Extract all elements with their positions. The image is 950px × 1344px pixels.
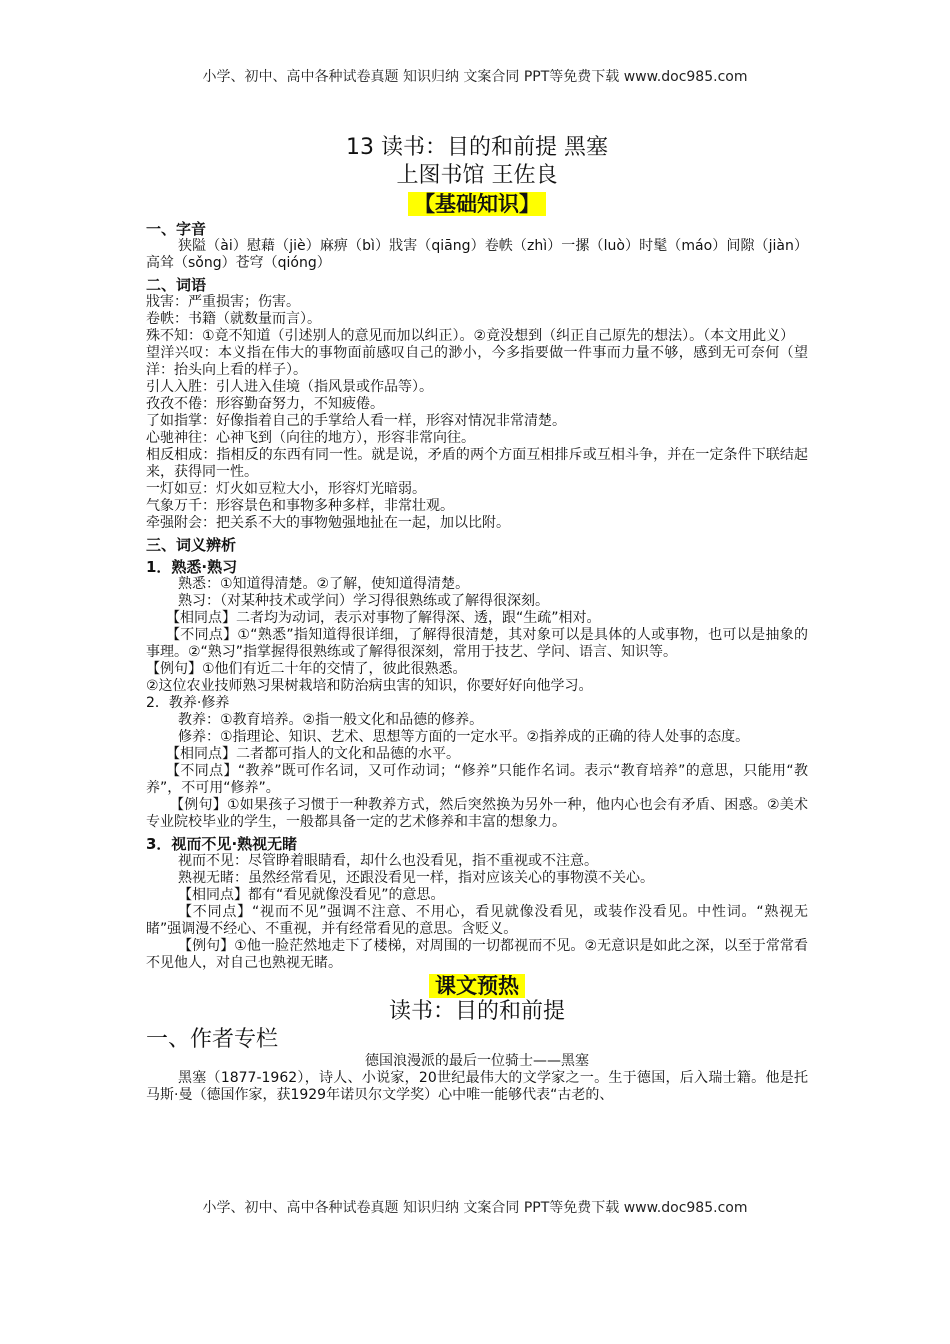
pronunciation-heading: 一、字音	[146, 220, 207, 238]
author-subtitle: 德国浪漫派的最后一位骑士——黑塞	[365, 1053, 589, 1069]
word-analysis-heading: 三、词义辨析	[146, 536, 237, 554]
group3-example: 【例句】①他一脸茫然地走下了楼梯，对周围的一切都视而不见。②无意识是如此之深，以至于常常看不见他人，对自己也熟视无睹。	[146, 938, 808, 971]
group1-def-b: 熟习：（对某种技术或学问）学习得很熟练或了解得很深刻。	[178, 593, 549, 609]
page-footer: 小学、初中、高中各种试卷真题 知识归纳 文案合同 PPT等免费下载 www.doc985.com	[202, 1200, 748, 1216]
group1-diff: 【不同点】①“熟悉”指知道得很详细，了解得很清楚，其对象可以是具体的人或事物，也可以是抽象的事理。②“熟习”指掌握得很熟练或了解得很深刻，常用于技艺、学问、语言、知识等。	[146, 627, 808, 660]
vocab-item: 了如指掌：好像指着自己的手掌给人看一样，形容对情况非常清楚。	[146, 413, 566, 429]
vocab-item: 殊不知：①竟不知道（引述别人的意见而加以纠正）。②竟没想到（纠正自己原先的想法）。（本文用此义）	[146, 328, 795, 344]
vocab-item: 牵强附会：把关系不大的事物勉强地扯在一起，加以比附。	[146, 515, 510, 531]
vocab-item: 戕害：严重损害；伤害。	[146, 294, 300, 310]
page-header: 小学、初中、高中各种试卷真题 知识归纳 文案合同 PPT等免费下载 www.doc985.com	[202, 69, 748, 85]
group2-same: 【相同点】二者都可指人的文化和品德的水平。	[166, 746, 460, 762]
group2-diff: 【不同点】“教养”既可作名词，又可作动词；“修养”只能作名词。表示“教育培养”的意思，只能用“教养”，不可用“修养”。	[146, 763, 808, 796]
vocab-item: 心驰神往：心神飞到（向往的地方），形容非常向往。	[146, 430, 475, 446]
group2-def-a: 教养：①教育培养。②指一般文化和品德的修养。	[178, 712, 484, 728]
group2-heading: 2．教养·修养	[146, 695, 230, 711]
group1-example-2: ②这位农业技师熟习果树栽培和防治病虫害的知识，你要好好向他学习。	[146, 678, 593, 694]
section-badge-preview-label: 课文预热	[429, 974, 525, 998]
group2-def-b: 修养：①指理论、知识、艺术、思想等方面的一定水平。②指养成的正确的待人处事的态度。	[178, 729, 750, 745]
page-subtitle: 上图书馆 王佐良	[396, 163, 558, 188]
author-intro: 黑塞（1877-1962），诗人、小说家，20世纪最伟大的文学家之一。生于德国，后入瑞士籍。他是托马斯·曼（德国作家，获1929年诺贝尔文学奖）心中唯一能够代表“古老的、	[146, 1070, 808, 1103]
group3-heading: 3．视而不见·熟视无睹	[146, 835, 298, 853]
group3-diff: 【不同点】“视而不见”强调不注意、不用心，看见就像没看见，或装作没看见。中性词。“熟视无睹”强调漫不经心、不重视，并有经常看见的意思。含贬义。	[146, 904, 808, 937]
vocabulary-heading: 二、词语	[146, 276, 207, 294]
vocab-item: 一灯如豆：灯火如豆粒大小，形容灯光暗弱。	[146, 481, 426, 497]
vocab-item: 相反相成：指相反的东西有同一性。就是说，矛盾的两个方面互相排斥或互相斗争，并在一定条件下联结起来，获得同一性。	[146, 447, 808, 480]
group1-same: 【相同点】二者均为动词，表示对事物了解得深、透，跟“生疏”相对。	[166, 610, 601, 626]
group1-example-1: 【例句】①他们有近二十年的交情了，彼此很熟悉。	[146, 661, 467, 677]
vocab-item: 孜孜不倦：形容勤奋努力，不知疲倦。	[146, 396, 384, 412]
vocab-item: 望洋兴叹：本义指在伟大的事物面前感叹自己的渺小，今多指要做一件事而力量不够，感到无可奈何（望洋：抬头向上看的样子）。	[146, 345, 808, 378]
group1-def-a: 熟悉：①知道得清楚。②了解，使知道得清楚。	[178, 576, 470, 592]
section-badge-preview	[146, 974, 808, 998]
group2-example: 【例句】①如果孩子习惯于一种教养方式，然后突然换为另外一种，他内心也会有矛盾、困惑。②美术专业院校毕业的学生，一般都具备一定的艺术修养和丰富的想象力。	[146, 797, 808, 830]
vocab-item: 气象万千：形容景色和事物多种多样，非常壮观。	[146, 498, 454, 514]
group3-def-a: 视而不见：尽管睁着眼睛看，却什么也没看见，指不重视或不注意。	[178, 853, 598, 869]
vocab-item: 引人入胜：引人进入佳境（指风景或作品等）。	[146, 379, 433, 395]
vocab-item: 卷帙：书籍（就数量而言）。	[146, 311, 321, 327]
section-badge-basics	[146, 192, 808, 216]
document-body	[146, 134, 808, 1104]
group1-heading: 1．熟悉·熟习	[146, 558, 238, 576]
author-column-heading: 一、作者专栏	[146, 1027, 279, 1052]
section-badge-basics-label: 【基础知识】	[408, 192, 546, 216]
group3-def-b: 熟视无睹：虽然经常看见，还跟没看见一样，指对应该关心的事物漠不关心。	[178, 870, 654, 886]
group3-same: 【相同点】都有“看见就像没看见”的意思。	[178, 887, 445, 903]
page-title: 13 读书：目的和前提 黑塞	[346, 135, 608, 160]
text-title: 读书：目的和前提	[388, 999, 565, 1024]
pronunciation-text: 狭隘（ài）慰藉（jiè）麻痹（bì）戕害（qiāng）卷帙（zhì）一摞（luò）时髦（máo）间隙（jiàn）高耸（sǒng）苍穹（qióng）	[146, 238, 808, 271]
